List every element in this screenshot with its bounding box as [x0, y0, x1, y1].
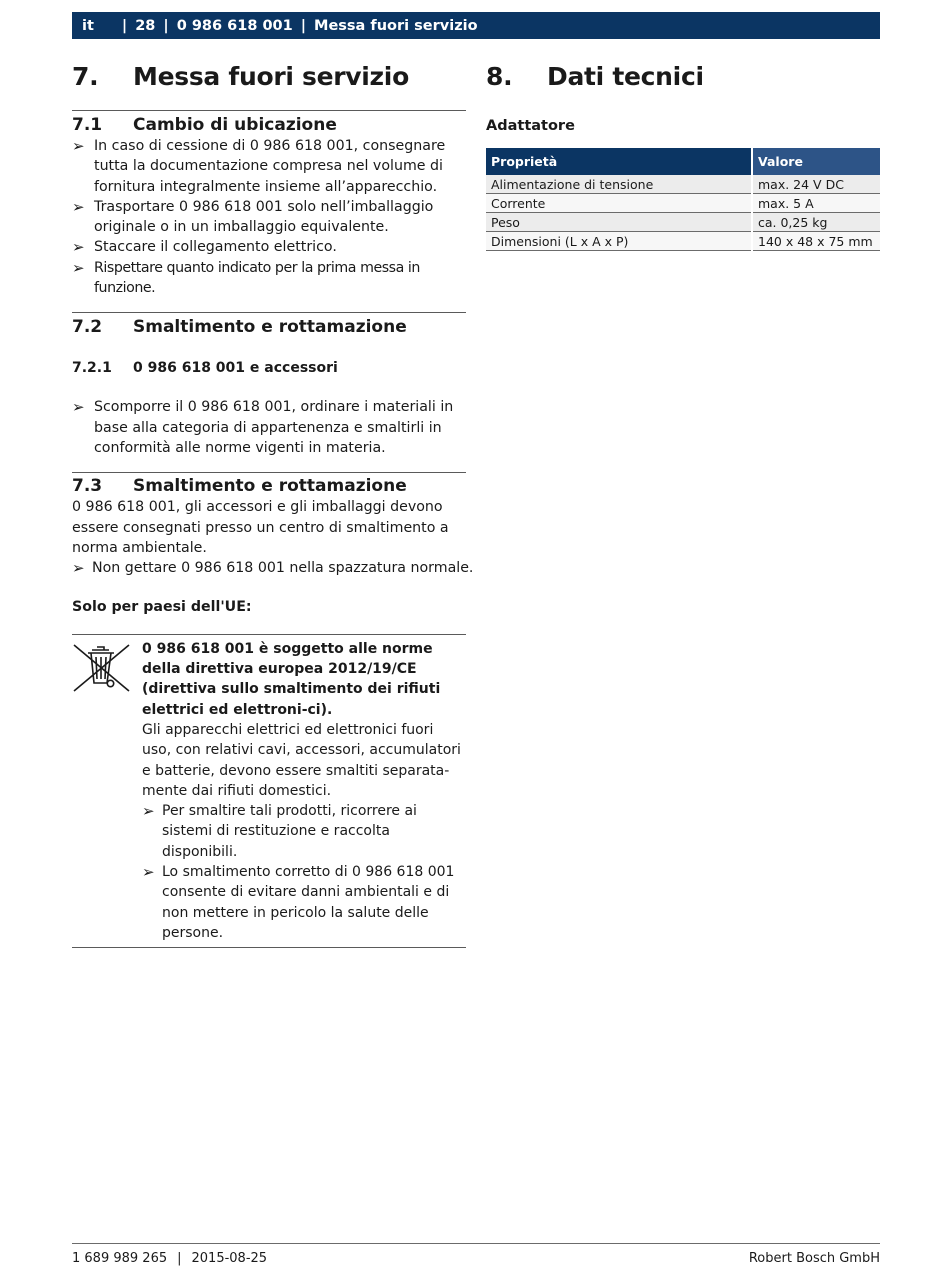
crossed-out-wheelie-bin-icon-graphic [72, 643, 132, 693]
header-title: Messa fuori servizio [314, 17, 478, 34]
list-item: ➢ Per smaltire tali prodotti, ricorrere ai sistemi di restituzione e raccolta disponibili. [142, 801, 466, 862]
weee-text [142, 639, 466, 943]
footer-doc-id: 1 689 989 265 [72, 1251, 168, 1266]
page-footer: 1 689 989 265 | 2015-08-25 Robert Bosch GmbH [72, 1251, 880, 1266]
table-cell: Dimensioni (L x A x P) [486, 232, 752, 251]
table-row [486, 213, 880, 232]
table-cell: Peso [486, 213, 752, 232]
section-7-2-1-heading: 7.2.1 0 986 618 001 e accessori [72, 360, 338, 377]
section-7-1-heading: 7.1 Cambio di ubicazione [72, 115, 337, 135]
page-header: it | 28 | 0 986 618 001 | Messa fuori servizio [72, 12, 880, 39]
table-cell: max. 5 A [752, 194, 880, 213]
table-header-row [486, 148, 880, 175]
list-item: ➢ In caso di cessione di 0 986 618 001, consegnare tutta la documentazione compresa nel volume di fornitura integralmente insieme all’apparecchio. [72, 136, 466, 197]
bullet-arrow-icon: ➢ [142, 863, 155, 882]
section-divider [72, 110, 466, 111]
chapter-8-heading: 8. Dati tecnici [486, 62, 704, 91]
list-item: ➢ Rispettare quanto indicato per la prima messa in funzione. [72, 258, 466, 299]
chapter-7-heading: 7. Messa fuori servizio [72, 62, 409, 91]
list-item: ➢ Non gettare 0 986 618 001 nella spazzatura normale. [72, 559, 474, 578]
header-doc-number: 0 986 618 001 [176, 17, 293, 34]
table-title: Adattatore [486, 118, 575, 134]
list-item: ➢ Lo smaltimento corretto di 0 986 618 001 consente di evitare danni ambientali e di non mettere in pericolo la salute delle persone. [142, 862, 466, 943]
table-cell: Alimentazione di tensione [486, 175, 752, 194]
right-column [486, 62, 880, 251]
bullet-arrow-icon: ➢ [142, 802, 155, 821]
table-row [486, 175, 880, 194]
section-divider [72, 312, 466, 313]
bullet-arrow-icon: ➢ [72, 137, 85, 155]
bullet-arrow-icon: ➢ [72, 398, 85, 417]
section-7-2-heading: 7.2 Smaltimento e rottamazione [72, 317, 407, 338]
language-code: it [82, 17, 94, 34]
crossed-out-wheelie-bin-icon [72, 639, 142, 943]
bullet-arrow-icon: ➢ [72, 559, 85, 578]
table-cell: ca. 0,25 kg [752, 213, 880, 232]
section-divider [72, 472, 466, 473]
section-7-3-heading: 7.3 Smaltimento e rottamazione [72, 476, 407, 497]
section-7-3-text: 0 986 618 001, gli accessori e gli imballaggi devono essere consegnati presso un centro di smaltimento a norma ambientale. [72, 499, 449, 556]
left-column [72, 62, 474, 948]
eu-only-label: Solo per paesi dell'UE: [72, 599, 252, 616]
table-row [486, 194, 880, 213]
bullet-arrow-icon: ➢ [72, 197, 85, 216]
footer-date: 2015-08-25 [191, 1251, 268, 1266]
list-item: ➢ Trasportare 0 986 618 001 solo nell’imballaggio originale o in un imballaggio equivalente. [72, 197, 466, 238]
weee-notice [72, 634, 466, 948]
table-cell: 140 x 48 x 75 mm [752, 232, 880, 251]
list-item: ➢ Scomporre il 0 986 618 001, ordinare i materiali in base alla categoria di appartenenza e smaltirli in conformità alle norme vigenti in materia. [72, 397, 466, 458]
table-cell: max. 24 V DC [752, 175, 880, 194]
technical-data-table [486, 148, 880, 251]
bullet-arrow-icon: ➢ [72, 238, 85, 257]
table-row [486, 232, 880, 251]
weee-directive-text: 0 986 618 001 è soggetto alle norme della direttiva europea 2012/19/CE (direttiva sullo smaltimento dei rifiuti elettrici ed elettroni-ci). [142, 640, 441, 718]
weee-disposal-text: Gli apparecchi elettrici ed elettronici fuori uso, con relativi cavi, accessori, accumulatori e batterie, devono essere smaltiti separata-mente dai rifiuti domestici. [142, 721, 461, 799]
bullet-arrow-icon: ➢ [72, 258, 85, 277]
list-item: ➢ Staccare il collegamento elettrico. [72, 238, 337, 257]
footer-company: Robert Bosch GmbH [748, 1251, 880, 1266]
page-number: 28 [135, 17, 156, 34]
column-header-property: Proprietà [486, 148, 752, 175]
table-cell: Corrente [486, 194, 752, 213]
footer-divider [72, 1243, 880, 1244]
column-header-value: Valore [752, 148, 880, 175]
